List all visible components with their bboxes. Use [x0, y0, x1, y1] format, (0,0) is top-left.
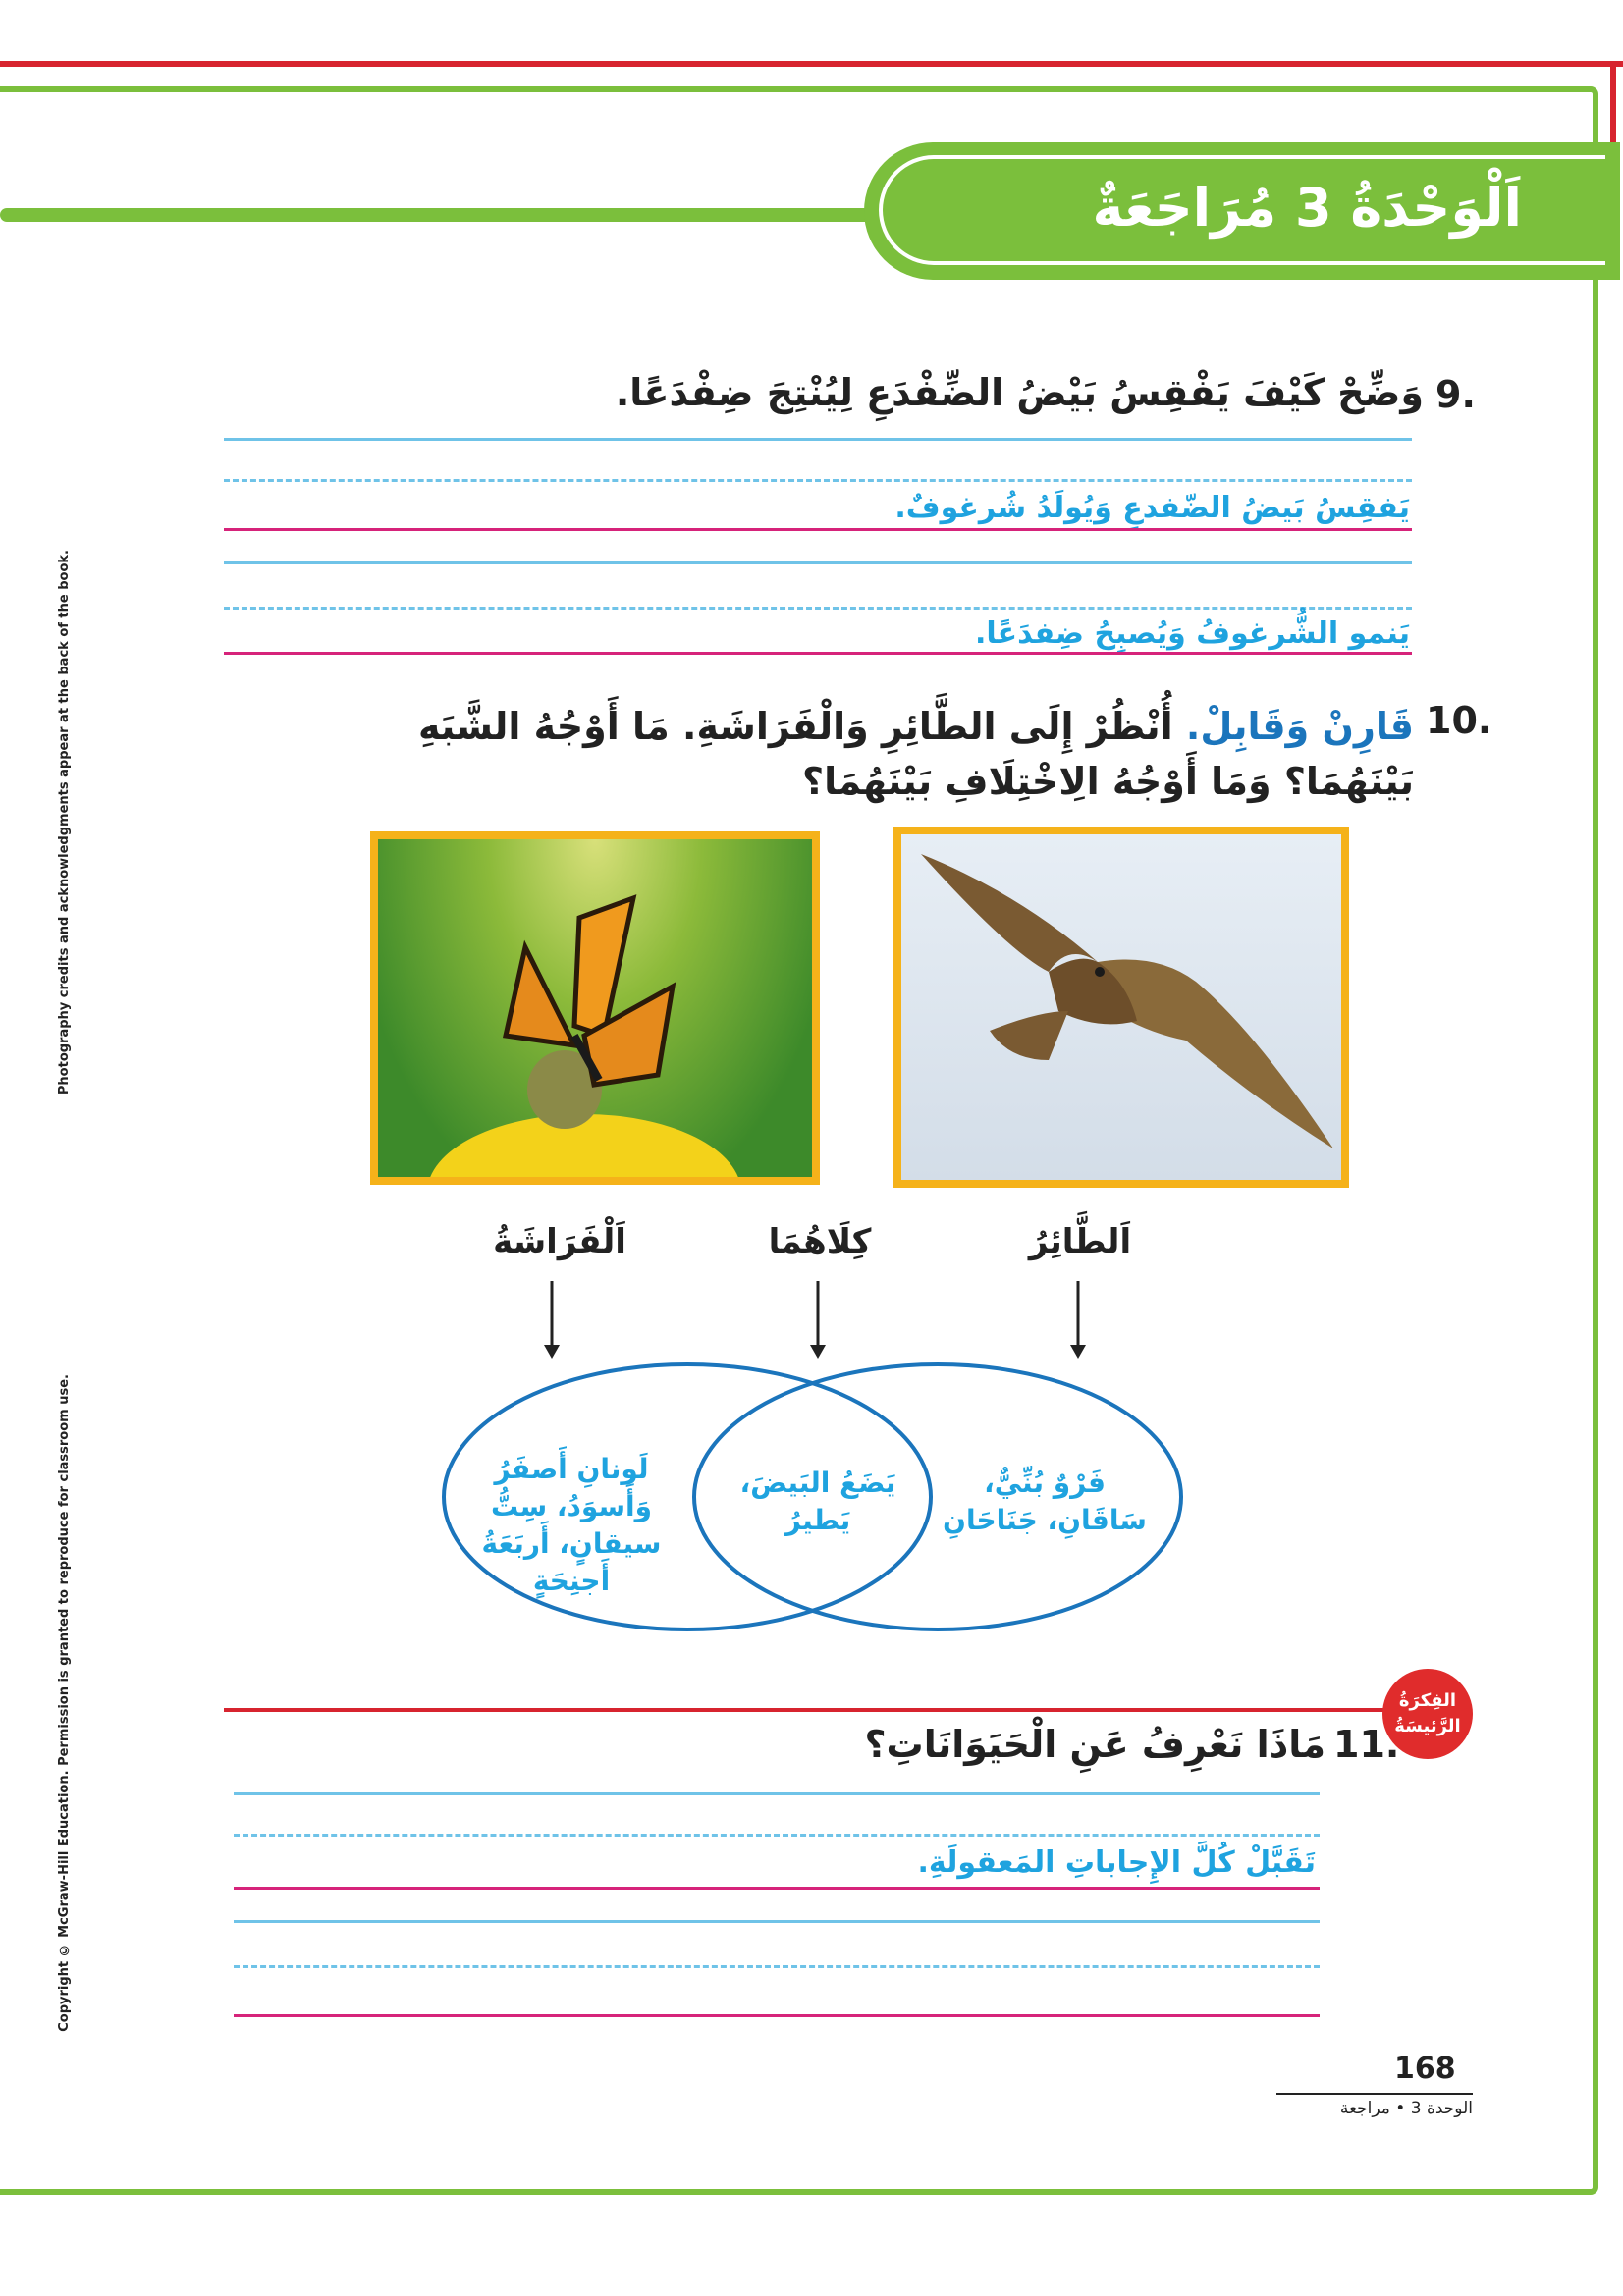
label-both: كِلَاهُمَا	[768, 1222, 872, 1261]
q10-number: 10.	[1426, 699, 1492, 742]
q9-answer-2: يَنمو الشُّرغوفُ وَيُصبِحُ ضِفدَعًا.	[974, 616, 1410, 651]
q10-keyword: قَارِنْ وَقَابِلْ.	[1185, 705, 1414, 748]
q11-dash-1	[234, 1834, 1320, 1837]
q11-line-3	[234, 1920, 1320, 1923]
label-butterfly: اَلْفَرَاشَةُ	[493, 1222, 626, 1261]
credit-text-top: Photography credits and acknowledgments appear at the back of the book.	[57, 550, 72, 1095]
q10-text: أُنْظُرْ إِلَى الطَّائِرِ وَالْفَرَاشَةِ. مَا أَوْجُهُ الشَّبَهِ بَيْنَهُمَا؟ وَمَا أَوْجُهُ الِاخْتِلَافِ بَيْنَهُمَا؟	[417, 705, 1414, 803]
venn-bird-text: فَرْوٌ بُنِّيٌّ، سَاقَانِ، جَنَاحَانِ	[943, 1467, 1147, 1536]
q11-number: 11.	[1333, 1723, 1400, 1766]
arrow-both	[810, 1281, 826, 1359]
q11-line-4	[234, 2014, 1320, 2017]
q9-text: وَضِّحْ كَيْفَ يَفْقِسُ بَيْضُ الضِّفْدَعِ لِيُنْتِجَ ضِفْدَعًا.	[615, 371, 1424, 414]
q11-line-2	[234, 1887, 1320, 1890]
footer-rule	[1276, 2093, 1473, 2095]
q11-text: مَاذَا نَعْرِفُ عَنِ الْحَيَوَانَاتِ؟	[864, 1723, 1325, 1766]
venn-both-text: يَضَعُ البَيضَ، يَطيرُ	[739, 1467, 896, 1536]
q11-line-1	[234, 1792, 1320, 1795]
q9-number: 9.	[1435, 373, 1476, 416]
q11-dash-2	[234, 1965, 1320, 1968]
page-number: 168	[1394, 2052, 1456, 2086]
credit-text-bottom: Copyright © McGraw-Hill Education. Permission is granted to reproduce for classroom use.	[57, 1374, 72, 2032]
q11-answer: تَقَبَّلْ كُلَّ الإِجاباتِ المَعقولَةِ.	[917, 1845, 1316, 1880]
q11-rule	[224, 1708, 1392, 1712]
footer-section: الوحدة 3 • مراجعة	[1339, 2099, 1473, 2118]
arrow-butterfly	[544, 1281, 560, 1359]
venn-butterfly-text: لَونانِ أَصفَرُ وَأَسوَدُ، سِتُّ سيقانٍ، أَربَعَةُ أَجنِحَةٍ	[481, 1453, 662, 1597]
q9-answer-1: يَفقِسُ بَيضُ الضّفدعِ وَيُولَدُ شُرغوفٌ.	[894, 491, 1410, 525]
main-idea-badge-label: الفِكرَةُ الرَّئيسَةُ	[1394, 1690, 1461, 1736]
arrow-bird	[1070, 1281, 1086, 1359]
label-bird: اَلطَّائِرُ	[1028, 1222, 1132, 1261]
unit-title: اَلْوَحْدَةُ 3 مُرَاجَعَةٌ	[1092, 177, 1522, 239]
